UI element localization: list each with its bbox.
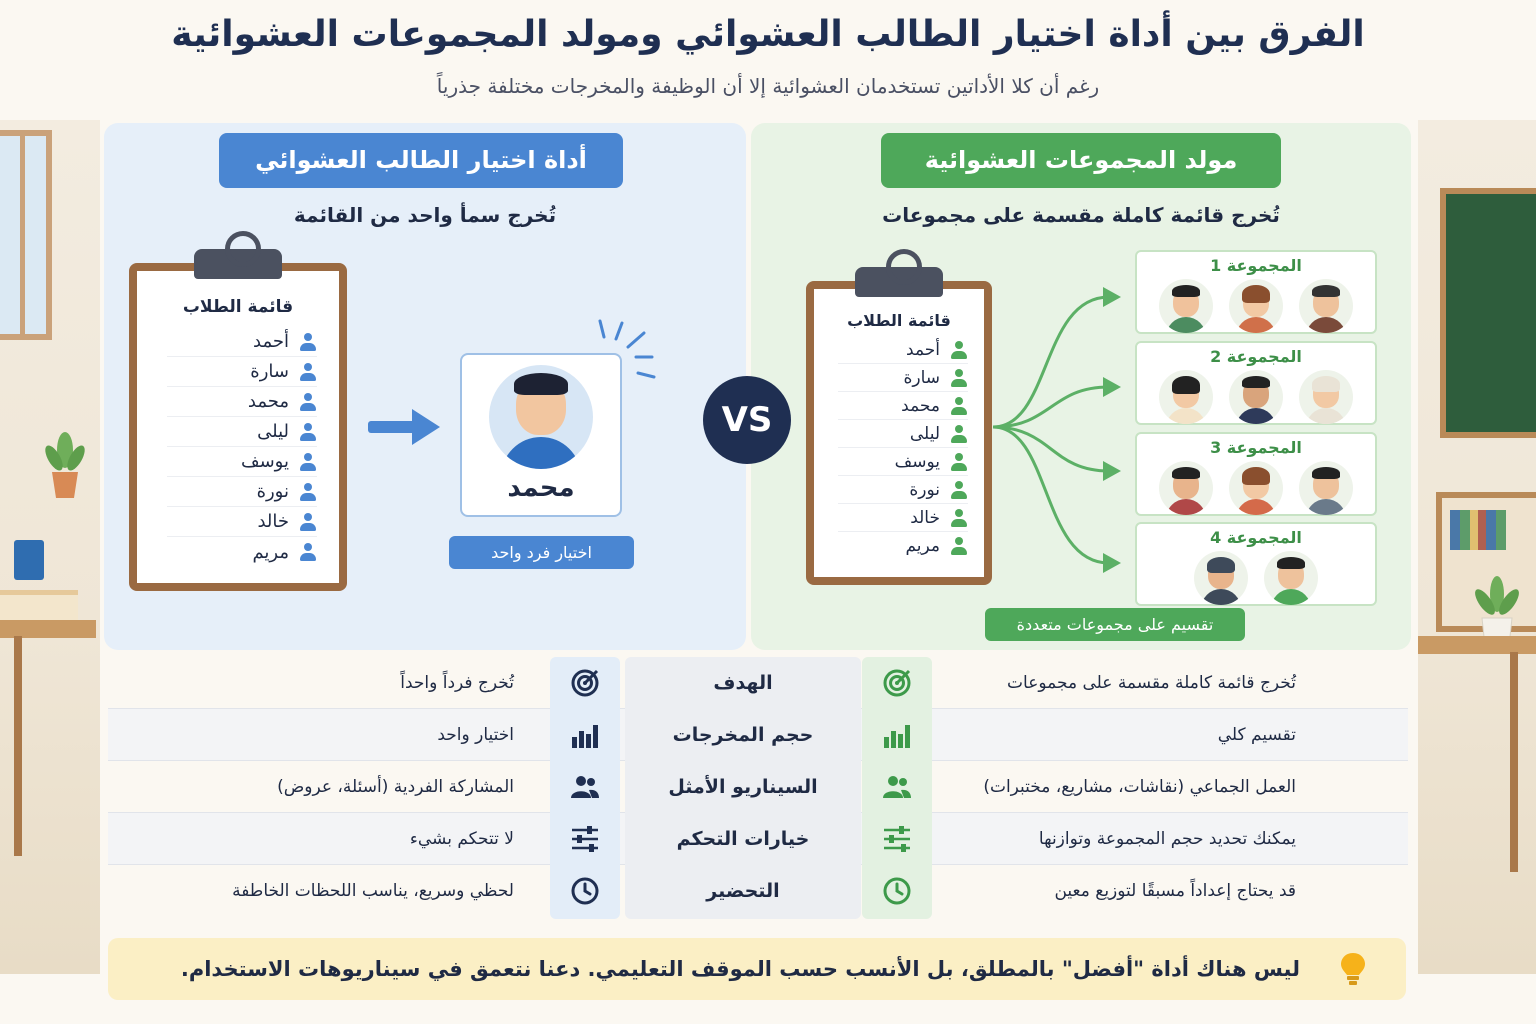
person-icon: [950, 537, 968, 555]
person-icon: [299, 393, 317, 411]
groups-cell: العمل الجماعي (نقاشات، مشاريع، مختبرات): [983, 777, 1296, 797]
group-avatars: [1137, 279, 1375, 333]
criterion-cell: خيارات التحكم: [676, 828, 810, 850]
person-icon: [950, 509, 968, 527]
student-name: يوسف: [894, 451, 940, 472]
group-title: المجموعة 1: [1210, 256, 1302, 275]
student-avatar: [489, 365, 593, 469]
person-icon: [299, 543, 317, 561]
person-icon: [950, 453, 968, 471]
student-name: أحمد: [906, 339, 940, 360]
groups-cell: يمكنك تحديد حجم المجموعة وتوازنها: [1038, 829, 1296, 849]
person-icon: [299, 363, 317, 381]
group-title: المجموعة 3: [1210, 438, 1302, 457]
student-name: خالد: [910, 507, 940, 528]
criterion-cell: حجم المخرجات: [672, 724, 814, 746]
clipboard-clip-icon: [194, 249, 282, 279]
person-icon: [950, 369, 968, 387]
page-title: الفرق بين أداة اختيار الطالب العشوائي ومولد المجموعات العشوائية: [171, 14, 1365, 55]
clock-icon: [570, 876, 600, 906]
target-icon: [570, 668, 600, 698]
list-item: [838, 504, 968, 532]
window-decor: [0, 130, 52, 340]
comparison-table: [108, 657, 1408, 919]
group-title: المجموعة 4: [1210, 528, 1302, 547]
desk-right-decor: [1418, 636, 1536, 654]
student-list-clipboard: [806, 281, 992, 585]
multi-group-badge: تقسيم على مجموعات متعددة: [985, 608, 1245, 641]
student-avatar: [1159, 279, 1213, 333]
person-icon: [950, 481, 968, 499]
person-icon: [299, 483, 317, 501]
student-avatar: [1229, 461, 1283, 515]
group-avatars: [1137, 551, 1375, 605]
group-avatars: [1137, 461, 1375, 515]
group-card-3: [1135, 432, 1377, 516]
groups-cell: تُخرج قائمة كاملة مقسمة على مجموعات: [1007, 673, 1296, 693]
student-name: ليلى: [909, 423, 940, 444]
student-name: محمد: [247, 391, 289, 412]
person-icon: [299, 513, 317, 531]
student-avatar: [1194, 551, 1248, 605]
criterion-cell: التحضير: [706, 880, 780, 902]
vs-badge: VS: [703, 376, 791, 464]
shelf-books-decor: [1450, 510, 1506, 550]
group-avatars: [1137, 370, 1375, 424]
group-card-2: [1135, 341, 1377, 425]
student-name: نورة: [256, 481, 289, 502]
picker-cell: المشاركة الفردية (أسئلة، عروض): [277, 777, 514, 797]
person-icon: [299, 453, 317, 471]
group-generator-header: مولد المجموعات العشوائية: [881, 133, 1281, 188]
student-name: ليلى: [257, 421, 289, 442]
lightbulb-icon: [1340, 952, 1366, 986]
page-subtitle: رغم أن كلا الأداتين تستخدمان العشوائية إلا أن الوظيفة والمخرجات مختلفة جذرياً: [436, 74, 1100, 98]
bar-chart-icon: [882, 720, 912, 750]
list-item: [167, 537, 317, 567]
picker-cell: لا تتحكم بشيء: [409, 829, 514, 849]
random-picker-panel: [104, 123, 746, 650]
student-name: نورة: [909, 479, 940, 500]
branching-arrows-icon: [991, 283, 1131, 583]
student-list: [814, 336, 984, 560]
list-item: [838, 392, 968, 420]
arrow-right-icon: [366, 405, 442, 449]
student-name: يوسف: [240, 451, 289, 472]
sliders-icon: [882, 824, 912, 854]
target-icon: [882, 668, 912, 698]
student-avatar: [1229, 370, 1283, 424]
list-item: [167, 357, 317, 387]
clipboard-title: قائمة الطلاب: [847, 311, 951, 330]
clipboard-clip-icon: [855, 267, 943, 297]
list-item: [838, 336, 968, 364]
criterion-cell: السيناريو الأمثل: [668, 776, 818, 798]
student-name: مريم: [252, 541, 289, 563]
pen-holder-decor: [14, 540, 44, 580]
student-name: سارة: [250, 361, 289, 382]
list-item: [167, 327, 317, 357]
desk-left-leg: [14, 636, 22, 856]
list-item: [167, 477, 317, 507]
person-icon: [299, 333, 317, 351]
groups-cell: قد يحتاج إعداداً مسبقًا لتوزيع معين: [1054, 881, 1296, 901]
student-name: أحمد: [253, 331, 289, 352]
sparkle-icon: [592, 319, 656, 383]
student-list: [137, 327, 339, 567]
picker-cell: لحظي وسريع، يناسب اللحظات الخاطفة: [232, 881, 514, 901]
list-item: [167, 447, 317, 477]
picker-cell: اختيار واحد: [437, 725, 514, 745]
person-icon: [950, 425, 968, 443]
student-avatar: [1229, 279, 1283, 333]
desk-right-leg: [1510, 652, 1518, 872]
people-icon: [570, 772, 600, 802]
person-icon: [950, 397, 968, 415]
sliders-icon: [570, 824, 600, 854]
list-item: [838, 532, 968, 560]
books-decor: [0, 590, 78, 620]
student-name: سارة: [903, 367, 940, 388]
chalkboard-decor: [1440, 188, 1536, 438]
group-card-4: [1135, 522, 1377, 606]
groups-cell: تقسيم كلي: [1217, 725, 1296, 745]
group-card-1: [1135, 250, 1377, 334]
list-item: [838, 420, 968, 448]
student-avatar: [1159, 461, 1213, 515]
random-picker-header: أداة اختيار الطالب العشوائي: [219, 133, 623, 188]
people-icon: [882, 772, 912, 802]
picker-cell: تُخرج فرداً واحداً: [400, 673, 514, 693]
student-name: مريم: [905, 536, 940, 556]
list-item: [838, 448, 968, 476]
list-item: [167, 417, 317, 447]
summary-note-text: ليس هناك أداة "أفضل" بالمطلق، بل الأنسب حسب الموقف التعليمي. دعنا نتعمق في سيناريوهات الاستخدام.: [180, 957, 1300, 981]
person-icon: [950, 341, 968, 359]
list-item: [838, 364, 968, 392]
list-item: [838, 476, 968, 504]
group-title: المجموعة 2: [1210, 347, 1302, 366]
selected-student-name: محمد: [507, 473, 575, 503]
clipboard-title: قائمة الطلاب: [182, 297, 294, 317]
student-list-clipboard: [129, 263, 347, 591]
single-pick-badge: اختيار فرد واحد: [449, 536, 634, 569]
student-avatar: [1159, 370, 1213, 424]
random-picker-caption: تُخرج سمأ واحد من القائمة: [293, 203, 557, 227]
student-avatar: [1299, 370, 1353, 424]
student-avatar: [1299, 279, 1353, 333]
group-generator-panel: [751, 123, 1411, 650]
person-icon: [299, 423, 317, 441]
student-avatar: [1299, 461, 1353, 515]
list-item: [167, 507, 317, 537]
bar-chart-icon: [570, 720, 600, 750]
plant-left-decor: [40, 420, 90, 500]
summary-note: [108, 938, 1406, 1000]
list-item: [167, 387, 317, 417]
student-name: محمد: [901, 395, 940, 416]
student-avatar: [1264, 551, 1318, 605]
criterion-cell: الهدف: [713, 672, 773, 694]
student-name: خالد: [257, 511, 289, 532]
group-generator-caption: تُخرج قائمة كاملة مقسمة على مجموعات: [882, 203, 1280, 227]
clock-icon: [882, 876, 912, 906]
